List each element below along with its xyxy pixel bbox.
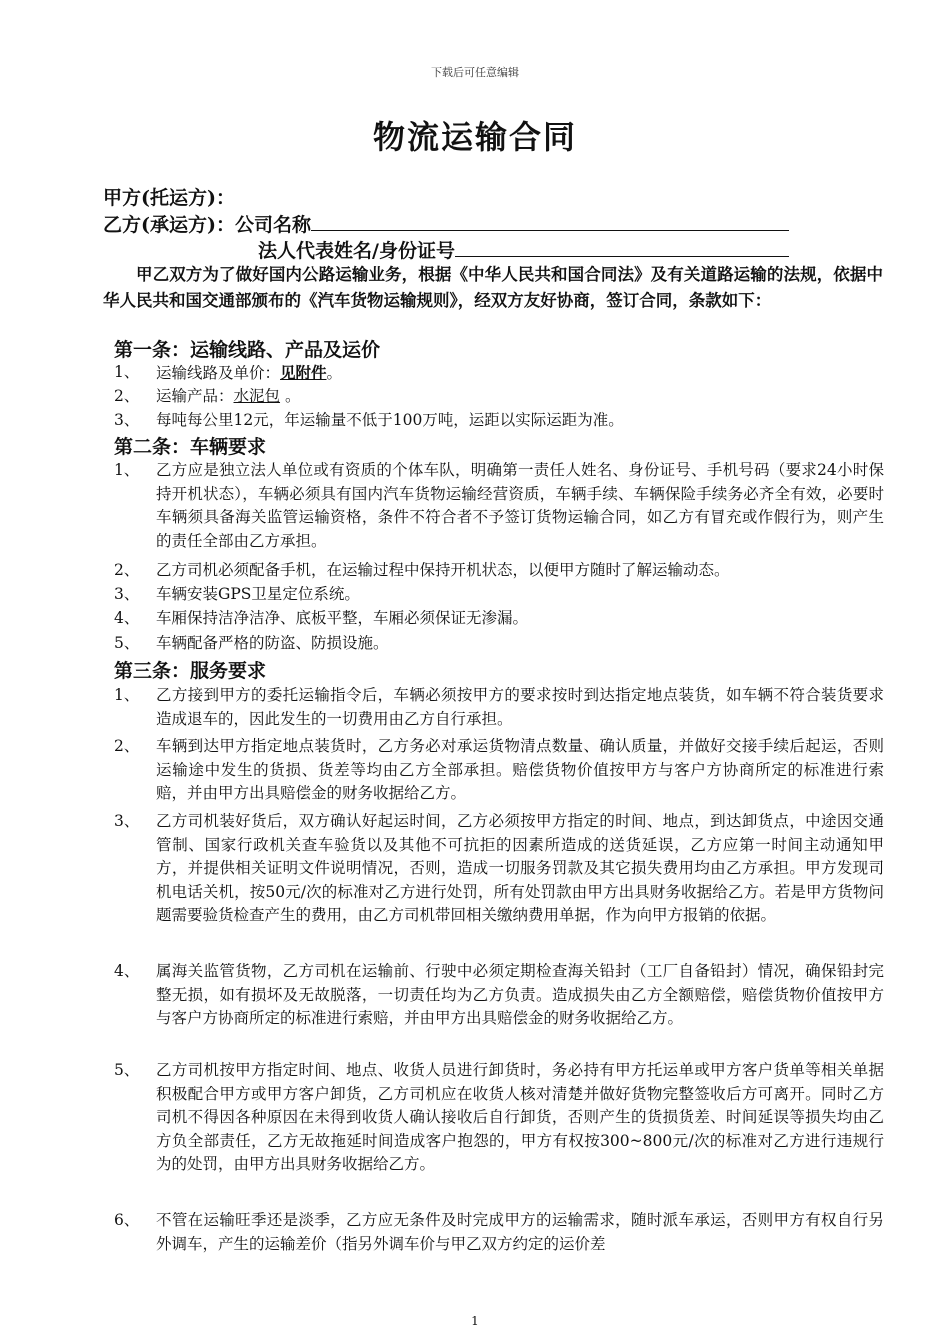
item-number: 3、 xyxy=(114,411,140,429)
item-text: 运输产品： xyxy=(156,387,234,405)
company-name-blank xyxy=(311,210,789,231)
item-number: 2、 xyxy=(114,737,140,755)
item-number: 5、 xyxy=(114,634,140,652)
intro-paragraph: 甲乙双方为了做好国内公路运输业务，根据《中华人民共和国合同法》及有关道路运输的法规，依据中华人民共和国交通部颁布的《汽车货物运输规则》，经双方友好协商，签订合同，条款如下： xyxy=(103,265,883,310)
product-name: 水泥包 xyxy=(233,387,281,405)
article-2-item-5 xyxy=(114,632,884,656)
legal-rep-line xyxy=(258,236,789,263)
article-2-item-1 xyxy=(114,459,884,553)
party-b-line xyxy=(103,210,789,237)
article-3-heading: 第三条：服务要求 xyxy=(114,660,267,682)
item-number: 1、 xyxy=(114,686,140,704)
party-b-label: 乙方(承运方)： xyxy=(103,214,235,236)
item-number: 4、 xyxy=(114,962,140,980)
item-number: 3、 xyxy=(114,812,140,830)
header-note: 下载后可任意编辑 xyxy=(431,66,519,79)
article-1-item-2: 2、 运输产品：水泥包 。 xyxy=(114,385,884,409)
legal-rep-label: 法人代表姓名/身份证号 xyxy=(258,240,455,262)
article-3-item-2 xyxy=(114,735,884,806)
item-number: 5、 xyxy=(114,1061,140,1079)
item-text: 乙方接到甲方的委托运输指令后，车辆必须按甲方的要求按时到达指定地点装货，如车辆不符合装货要求造成退车的，因此发生的一切费用由乙方自行承担。 xyxy=(156,686,884,728)
article-2-item-3 xyxy=(114,583,884,607)
item-number: 2、 xyxy=(114,561,140,579)
article-2-heading: 第二条：车辆要求 xyxy=(114,436,267,458)
item-text: 每吨每公里12元，年运输量不低于100万吨，运距以实际运距为准。 xyxy=(156,411,624,429)
article-3-item-3 xyxy=(114,810,884,928)
item-number: 1、 xyxy=(114,461,140,479)
party-a-line xyxy=(103,183,235,210)
article-3-item-6 xyxy=(114,1209,884,1256)
company-name-label: 公司名称 xyxy=(234,214,311,236)
page-number: 1 xyxy=(471,1314,479,1328)
article-1-item-3 xyxy=(114,409,884,433)
item-text: 车辆安装GPS卫星定位系统。 xyxy=(156,585,360,603)
item-text: 乙方司机按甲方指定时间、地点、收货人员进行卸货时，务必持有甲方托运单或甲方客户货单等相关单据积极配合甲方或甲方客户卸货，乙方司机应在收货人核对清楚并做好货物完整签收后方可离开。同时乙方司机不得因各种原因在未得到收货人确认接收后自行卸货，否则产生的货损货差、时间延误等损失均由乙方负全部责任，乙方无故拖延时间造成客户抱怨的，甲方有权按300~800元/次的标准对乙方进行违规行为的处罚，由甲方出具财务收据给乙方。 xyxy=(156,1061,884,1173)
item-number: 6、 xyxy=(114,1211,140,1229)
article-1-heading: 第一条：运输线路、产品及运价 xyxy=(114,339,381,361)
item-text: 车辆到达甲方指定地点装货时，乙方务必对承运货物清点数量、确认质量，并做好交接手续后起运，否则运输途中发生的货损、货差等均由乙方全部承担。赔偿货物价值按甲方与客户方协商所定的标准进行索赔，并由甲方出具赔偿金的财务收据给乙方。 xyxy=(156,737,884,802)
article-3-item-1 xyxy=(114,684,884,731)
item-number: 2、 xyxy=(114,387,140,405)
contract-title: 物流运输合同 xyxy=(372,118,577,156)
item-number: 3、 xyxy=(114,585,140,603)
legal-rep-blank xyxy=(455,236,789,257)
attachment-reference: 见附件 xyxy=(280,363,327,382)
item-text: 运输线路及单价： xyxy=(156,364,281,382)
item-text: 乙方司机必须配备手机，在运输过程中保持开机状态，以便甲方随时了解运输动态。 xyxy=(156,561,730,579)
item-text: 属海关监管货物，乙方司机在运输前、行驶中必须定期检查海关铅封（工厂自备铅封）情况，确保铅封完整无损，如有损坏及无故脱落，一切责任均为乙方负责。造成损失由乙方全额赔偿，赔偿货物价值按甲方与客户方协商所定的标准进行索赔，并由甲方出具赔偿金的财务收据给乙方。 xyxy=(156,962,884,1027)
article-3-item-5 xyxy=(114,1059,884,1177)
article-2-item-2 xyxy=(114,559,884,583)
item-text: 车厢保持洁净洁净、底板平整，车厢必须保证无渗漏。 xyxy=(156,609,529,627)
party-a-label: 甲方(托运方)： xyxy=(103,187,235,209)
article-2-item-4 xyxy=(114,607,884,631)
item-text: 车辆配备严格的防盗、防损设施。 xyxy=(156,634,389,652)
item-text: 乙方应是独立法人单位或有资质的个体车队，明确第一责任人姓名、身份证号、手机号码（要求24小时保持开机状态），车辆必须具有国内汽车货物运输经营资质，车辆手续、车辆保险手续务必齐全有效，必要时车辆须具备海关监管运输资格，条件不符合者不予签订货物运输合同，如乙方有冒充或作假行为，则产生的责任全部由乙方承担。 xyxy=(156,461,884,550)
item-number: 4、 xyxy=(114,609,140,627)
item-text: 乙方司机装好货后，双方确认好起运时间，乙方必须按甲方指定的时间、地点，到达卸货点，中途因交通管制、国家行政机关查车验货以及其他不可抗拒的因素所造成的送货延误，乙方应第一时间主动通知甲方，并提供相关证明文件说明情况，否则，造成一切服务罚款及其它损失费用均由乙方承担。甲方发现司机电话关机，按50元/次的标准对乙方进行处罚，所有处罚款由甲方出具财务收据给乙方。若是甲方货物问题需要验货检查产生的费用，由乙方司机带回相关缴纳费用单据，作为向甲方报销的依据。 xyxy=(156,812,884,924)
item-text: 不管在运输旺季还是淡季，乙方应无条件及时完成甲方的运输需求，随时派车承运，否则甲方有权自行另外调车，产生的运输差价（指另外调车价与甲乙双方约定的运价差 xyxy=(156,1211,884,1253)
article-1-item-1: 1、 运输线路及单价：见附件。 xyxy=(114,361,884,386)
article-3-item-4 xyxy=(114,960,884,1031)
item-number: 1、 xyxy=(114,363,140,381)
